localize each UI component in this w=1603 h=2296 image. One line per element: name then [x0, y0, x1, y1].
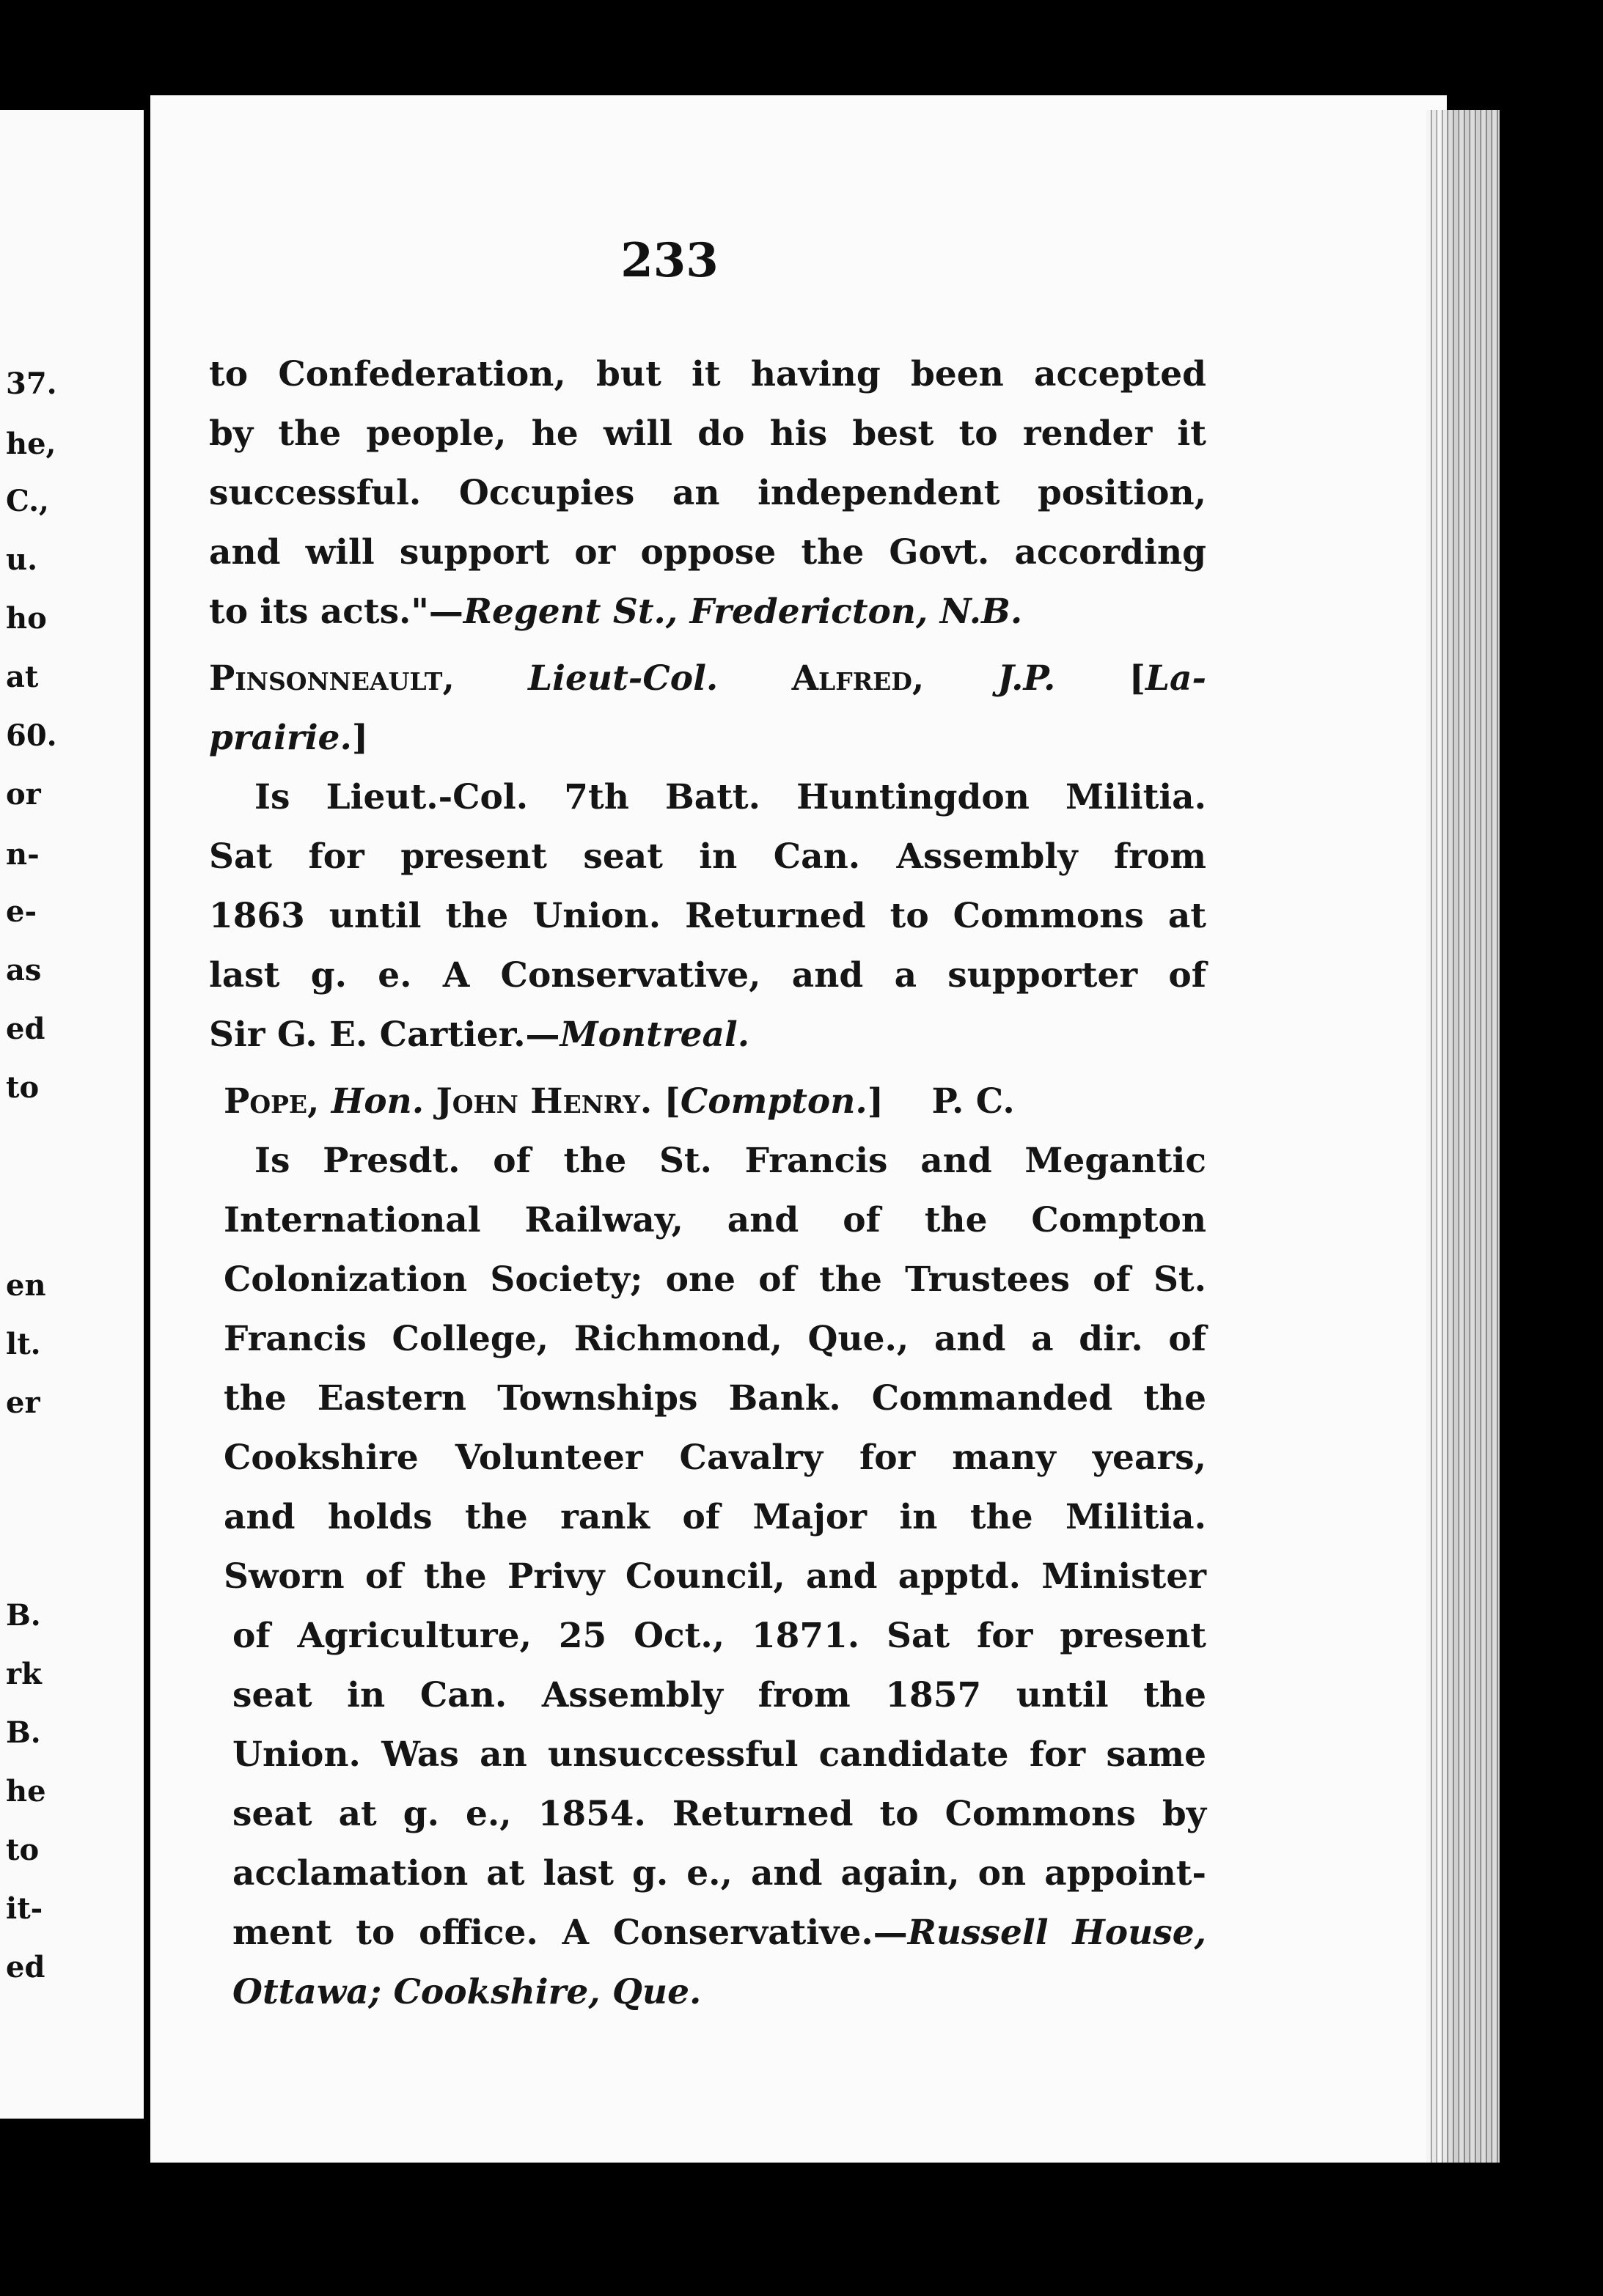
member-title: Lieut-Col.	[528, 658, 719, 699]
margin-fragment: it-	[6, 1891, 43, 1926]
member-title: Hon.	[331, 1081, 425, 1122]
text-run: Sir G. E. Cartier.—	[209, 1015, 560, 1055]
text-line: and will support or oppose the Govt. according	[209, 532, 1206, 573]
text-line: seat in Can. Assembly from 1857 until the	[232, 1675, 1206, 1715]
address-text: Montreal.	[560, 1015, 750, 1055]
privy-council-mark: P. C.	[931, 1081, 1015, 1122]
text-line: Union. Was an unsuccessful candidate for same	[232, 1734, 1206, 1775]
entry-heading	[209, 649, 1206, 708]
riding-bracket: [	[664, 1081, 681, 1122]
margin-fragment: 60.	[6, 718, 57, 753]
riding-name: Compton.	[680, 1081, 867, 1122]
margin-fragment: ed	[6, 1012, 45, 1046]
margin-fragment: he,	[6, 427, 56, 461]
address-text: Regent St., Fredericton, N.B.	[463, 592, 1023, 632]
margin-fragment: B.	[6, 1715, 41, 1750]
riding-bracket: ]	[351, 718, 369, 758]
riding-name: prairie.	[209, 718, 352, 758]
margin-fragment: as	[6, 953, 42, 987]
margin-fragment: C.,	[6, 484, 49, 518]
member-forename: John Henry.	[436, 1081, 653, 1122]
margin-fragment: to	[6, 1833, 40, 1867]
member-forename: Alfred,	[791, 658, 925, 699]
margin-fragment: n-	[6, 837, 40, 872]
text-line: 1863 until the Union. Returned to Commons at	[209, 896, 1206, 936]
adjacent-page-strip	[0, 110, 144, 2119]
member-surname: Pinsonneault,	[209, 658, 455, 699]
text-line	[209, 1005, 1206, 1064]
text-line: to Confederation, but it having been accepted	[209, 354, 1206, 394]
riding-bracket: ]	[867, 1081, 884, 1122]
margin-fragment: e-	[6, 894, 37, 929]
margin-fragment: 37.	[6, 367, 57, 401]
margin-fragment: or	[6, 777, 41, 812]
text-line	[209, 582, 1206, 641]
text-run: to its acts."—	[209, 592, 463, 632]
margin-fragment: er	[6, 1386, 40, 1420]
riding-name: La-	[1145, 658, 1206, 699]
text-line: Sat for present seat in Can. Assembly from	[209, 836, 1206, 877]
margin-fragment: rk	[6, 1657, 42, 1691]
text-line: Cookshire Volunteer Cavalry for many years,	[224, 1438, 1206, 1478]
text-line: International Railway, and of the Compton	[224, 1200, 1206, 1240]
margin-fragment: he	[6, 1774, 46, 1809]
text-line	[209, 708, 1206, 768]
page-text	[209, 345, 1206, 2022]
margin-fragment: ho	[6, 601, 47, 636]
margin-fragment: B.	[6, 1598, 41, 1633]
text-line: seat at g. e., 1854. Returned to Commons by	[232, 1794, 1206, 1834]
address-text: Ottawa; Cookshire, Que.	[232, 1972, 702, 2012]
address-text: Russell House,	[907, 1913, 1206, 1953]
riding-bracket: [	[1129, 658, 1145, 699]
margin-fragment: lt.	[6, 1327, 41, 1361]
text-line: Colonization Society; one of the Trustees of St.	[224, 1259, 1206, 1300]
text-line: the Eastern Townships Bank. Commanded the	[224, 1378, 1206, 1419]
text-line: Francis College, Richmond, Que., and a dir. of	[224, 1319, 1206, 1359]
text-line: and holds the rank of Major in the Militia.	[224, 1497, 1206, 1537]
page-edge	[1426, 110, 1500, 2163]
text-line: acclamation at last g. e., and again, on appoint-	[232, 1853, 1206, 1894]
text-line: successful. Occupies an independent position,	[209, 473, 1206, 513]
text-line: of Agriculture, 25 Oct., 1871. Sat for present	[232, 1616, 1206, 1656]
margin-fragment: at	[6, 660, 39, 694]
margin-fragment: en	[6, 1268, 46, 1303]
member-surname: Pope,	[224, 1081, 320, 1122]
margin-fragment: u.	[6, 542, 38, 577]
member-honorific: J.P.	[997, 658, 1056, 699]
text-run: ment to office. A Conservative.—	[232, 1913, 908, 1953]
text-line: Is Presdt. of the St. Francis and Megantic	[254, 1141, 1206, 1181]
text-line	[232, 1962, 1206, 2022]
margin-fragment: ed	[6, 1950, 45, 1984]
text-line: Is Lieut.-Col. 7th Batt. Huntingdon Militia.	[254, 777, 1206, 817]
text-line: Sworn of the Privy Council, and apptd. Minister	[224, 1556, 1206, 1597]
margin-fragment: to	[6, 1070, 40, 1105]
text-line: last g. e. A Conservative, and a supporter of	[209, 955, 1206, 996]
page-number: 233	[620, 233, 719, 288]
text-line	[232, 1903, 1206, 1962]
entry-heading	[224, 1072, 1206, 1131]
text-line: by the people, he will do his best to render it	[209, 413, 1206, 454]
